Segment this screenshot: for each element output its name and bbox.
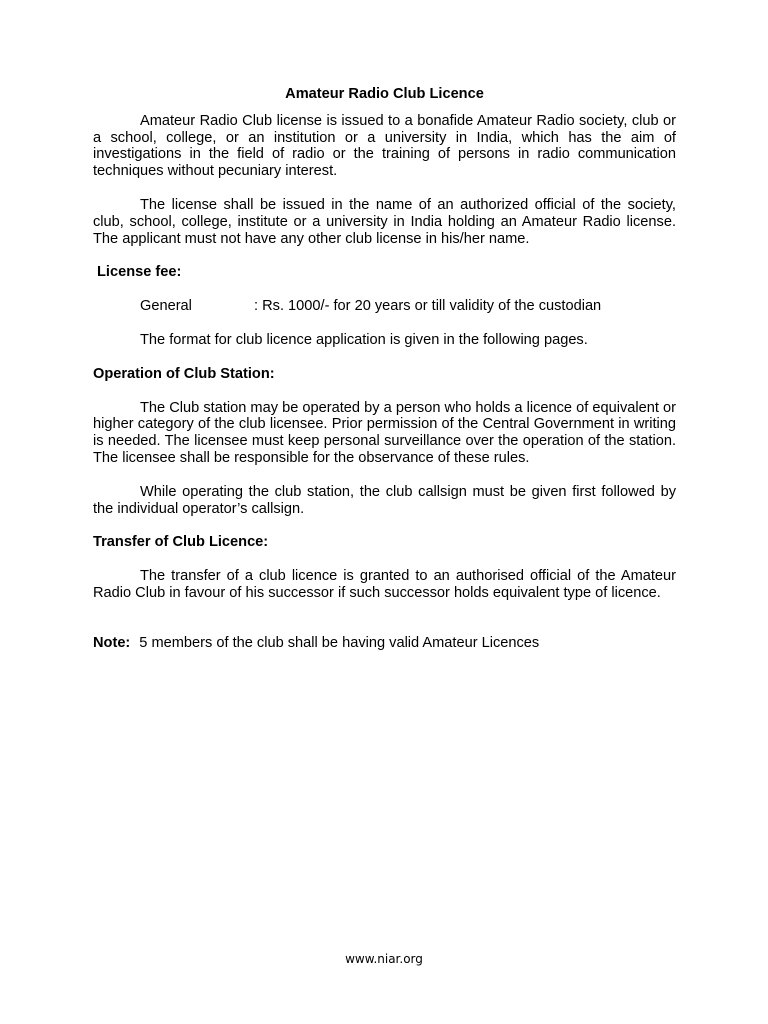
operation-heading: Operation of Club Station:	[93, 365, 275, 382]
footer-url: www.niar.org	[345, 952, 423, 966]
note-line	[93, 635, 676, 652]
note-label: Note:	[93, 634, 131, 651]
license-fee-heading: License fee:	[97, 264, 182, 281]
fee-category: General	[140, 298, 192, 315]
document-page	[93, 86, 676, 652]
fee-amount: : Rs. 1000/- for 20 years or till validity of the custodian	[254, 298, 602, 315]
transfer-heading: Transfer of Club Licence:	[93, 534, 269, 551]
transfer-paragraph: The transfer of a club licence is granted to an authorised official of the Amateur Radio Club in favour of his successor if such successor holds equivalent type of licence.	[93, 568, 676, 601]
document-title: Amateur Radio Club Licence	[285, 86, 484, 102]
operation-paragraph-2: While operating the club station, the club callsign must be given first followed by the individual operator’s callsign.	[93, 483, 676, 517]
note-text: 5 members of the club shall be having valid Amateur Licences	[139, 634, 540, 651]
operation-paragraph-1: The Club station may be operated by a person who holds a licence of equivalent or higher category of the club licensee. Prior permission of the Central Government in writing is needed. The licensee must keep personal surveillance over the operation of the station. The licensee shall be responsible for the observance of these rules.	[93, 399, 676, 466]
license-fee-row	[140, 298, 676, 315]
intro-paragraph-1: Amateur Radio Club license is issued to a bonafide Amateur Radio society, club or a school, college, or an institution or a university in India, which has the aim of investigations in the field of radio or the training of persons in radio communication techniques without pecuniary interest.	[93, 112, 676, 180]
format-note: The format for club licence application is given in the following pages.	[140, 331, 588, 348]
intro-paragraph-2: The license shall be issued in the name of an authorized official of the society, club, school, college, institute or a university in India holding an Amateur Radio license. The applicant must not have any other club license in his/her name.	[93, 196, 676, 247]
